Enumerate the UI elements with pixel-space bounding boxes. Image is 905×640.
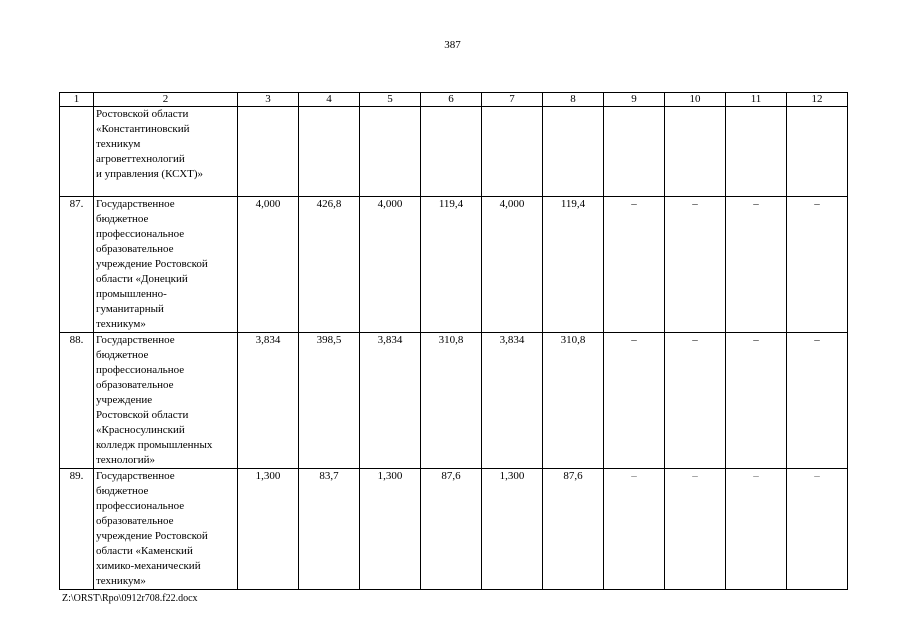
- row-number: 89.: [60, 469, 94, 590]
- row-number: [60, 107, 94, 197]
- cell-value: 3,834: [238, 333, 299, 469]
- cell-value: 4,000: [482, 197, 543, 333]
- column-header: 5: [360, 93, 421, 107]
- table-row: [60, 333, 848, 469]
- cell-value: 310,8: [421, 333, 482, 469]
- cell-value: 119,4: [421, 197, 482, 333]
- cell-value: –: [604, 197, 665, 333]
- cell-value: [665, 107, 726, 197]
- cell-value: 310,8: [543, 333, 604, 469]
- cell-value: –: [726, 197, 787, 333]
- table-row: [60, 107, 848, 197]
- table-row: [60, 469, 848, 590]
- cell-value: 83,7: [299, 469, 360, 590]
- cell-value: –: [787, 333, 848, 469]
- column-header: 11: [726, 93, 787, 107]
- cell-value: [787, 107, 848, 197]
- row-number: 87.: [60, 197, 94, 333]
- page-number: 387: [444, 39, 461, 51]
- column-header: 2: [94, 93, 238, 107]
- cell-value: 1,300: [360, 469, 421, 590]
- cell-value: 4,000: [238, 197, 299, 333]
- institution-name: Государственное бюджетное профессиональное образовательное учреждение Ростовской области «Донецкий промышленно- гуманитарный техникум»: [94, 197, 238, 333]
- cell-value: 119,4: [543, 197, 604, 333]
- cell-value: [421, 107, 482, 197]
- column-header: 10: [665, 93, 726, 107]
- data-table: [59, 92, 848, 590]
- cell-value: –: [787, 469, 848, 590]
- cell-value: [360, 107, 421, 197]
- column-header: 7: [482, 93, 543, 107]
- column-header: 6: [421, 93, 482, 107]
- cell-value: 1,300: [238, 469, 299, 590]
- cell-value: –: [665, 469, 726, 590]
- cell-value: [604, 107, 665, 197]
- cell-value: –: [604, 333, 665, 469]
- cell-value: 426,8: [299, 197, 360, 333]
- cell-value: 87,6: [421, 469, 482, 590]
- column-header: 12: [787, 93, 848, 107]
- cell-value: [543, 107, 604, 197]
- column-header: 3: [238, 93, 299, 107]
- cell-value: [299, 107, 360, 197]
- institution-name: Государственное бюджетное профессиональное образовательное учреждение Ростовской области «Каменский химико-механический техникум»: [94, 469, 238, 590]
- table-row: [60, 197, 848, 333]
- cell-value: [726, 107, 787, 197]
- footer-file-path: Z:\ORST\Rpo\0912r708.f22.docx: [62, 593, 198, 604]
- cell-value: –: [604, 469, 665, 590]
- cell-value: 3,834: [360, 333, 421, 469]
- column-header: 8: [543, 93, 604, 107]
- cell-value: 398,5: [299, 333, 360, 469]
- column-header: 1: [60, 93, 94, 107]
- table-header-row: [60, 93, 848, 107]
- cell-value: 87,6: [543, 469, 604, 590]
- cell-value: –: [726, 469, 787, 590]
- cell-value: –: [665, 333, 726, 469]
- institution-name: Ростовской области «Константиновский техникум агроветтехнологий и управления (КСХТ)»: [94, 107, 238, 197]
- column-header: 9: [604, 93, 665, 107]
- cell-value: 1,300: [482, 469, 543, 590]
- cell-value: 3,834: [482, 333, 543, 469]
- column-header: 4: [299, 93, 360, 107]
- cell-value: [238, 107, 299, 197]
- cell-value: –: [726, 333, 787, 469]
- cell-value: –: [787, 197, 848, 333]
- cell-value: [482, 107, 543, 197]
- cell-value: –: [665, 197, 726, 333]
- institution-name: Государственное бюджетное профессиональное образовательное учреждение Ростовской области «Красносулинский колледж промышленных технологий»: [94, 333, 238, 469]
- row-number: 88.: [60, 333, 94, 469]
- cell-value: 4,000: [360, 197, 421, 333]
